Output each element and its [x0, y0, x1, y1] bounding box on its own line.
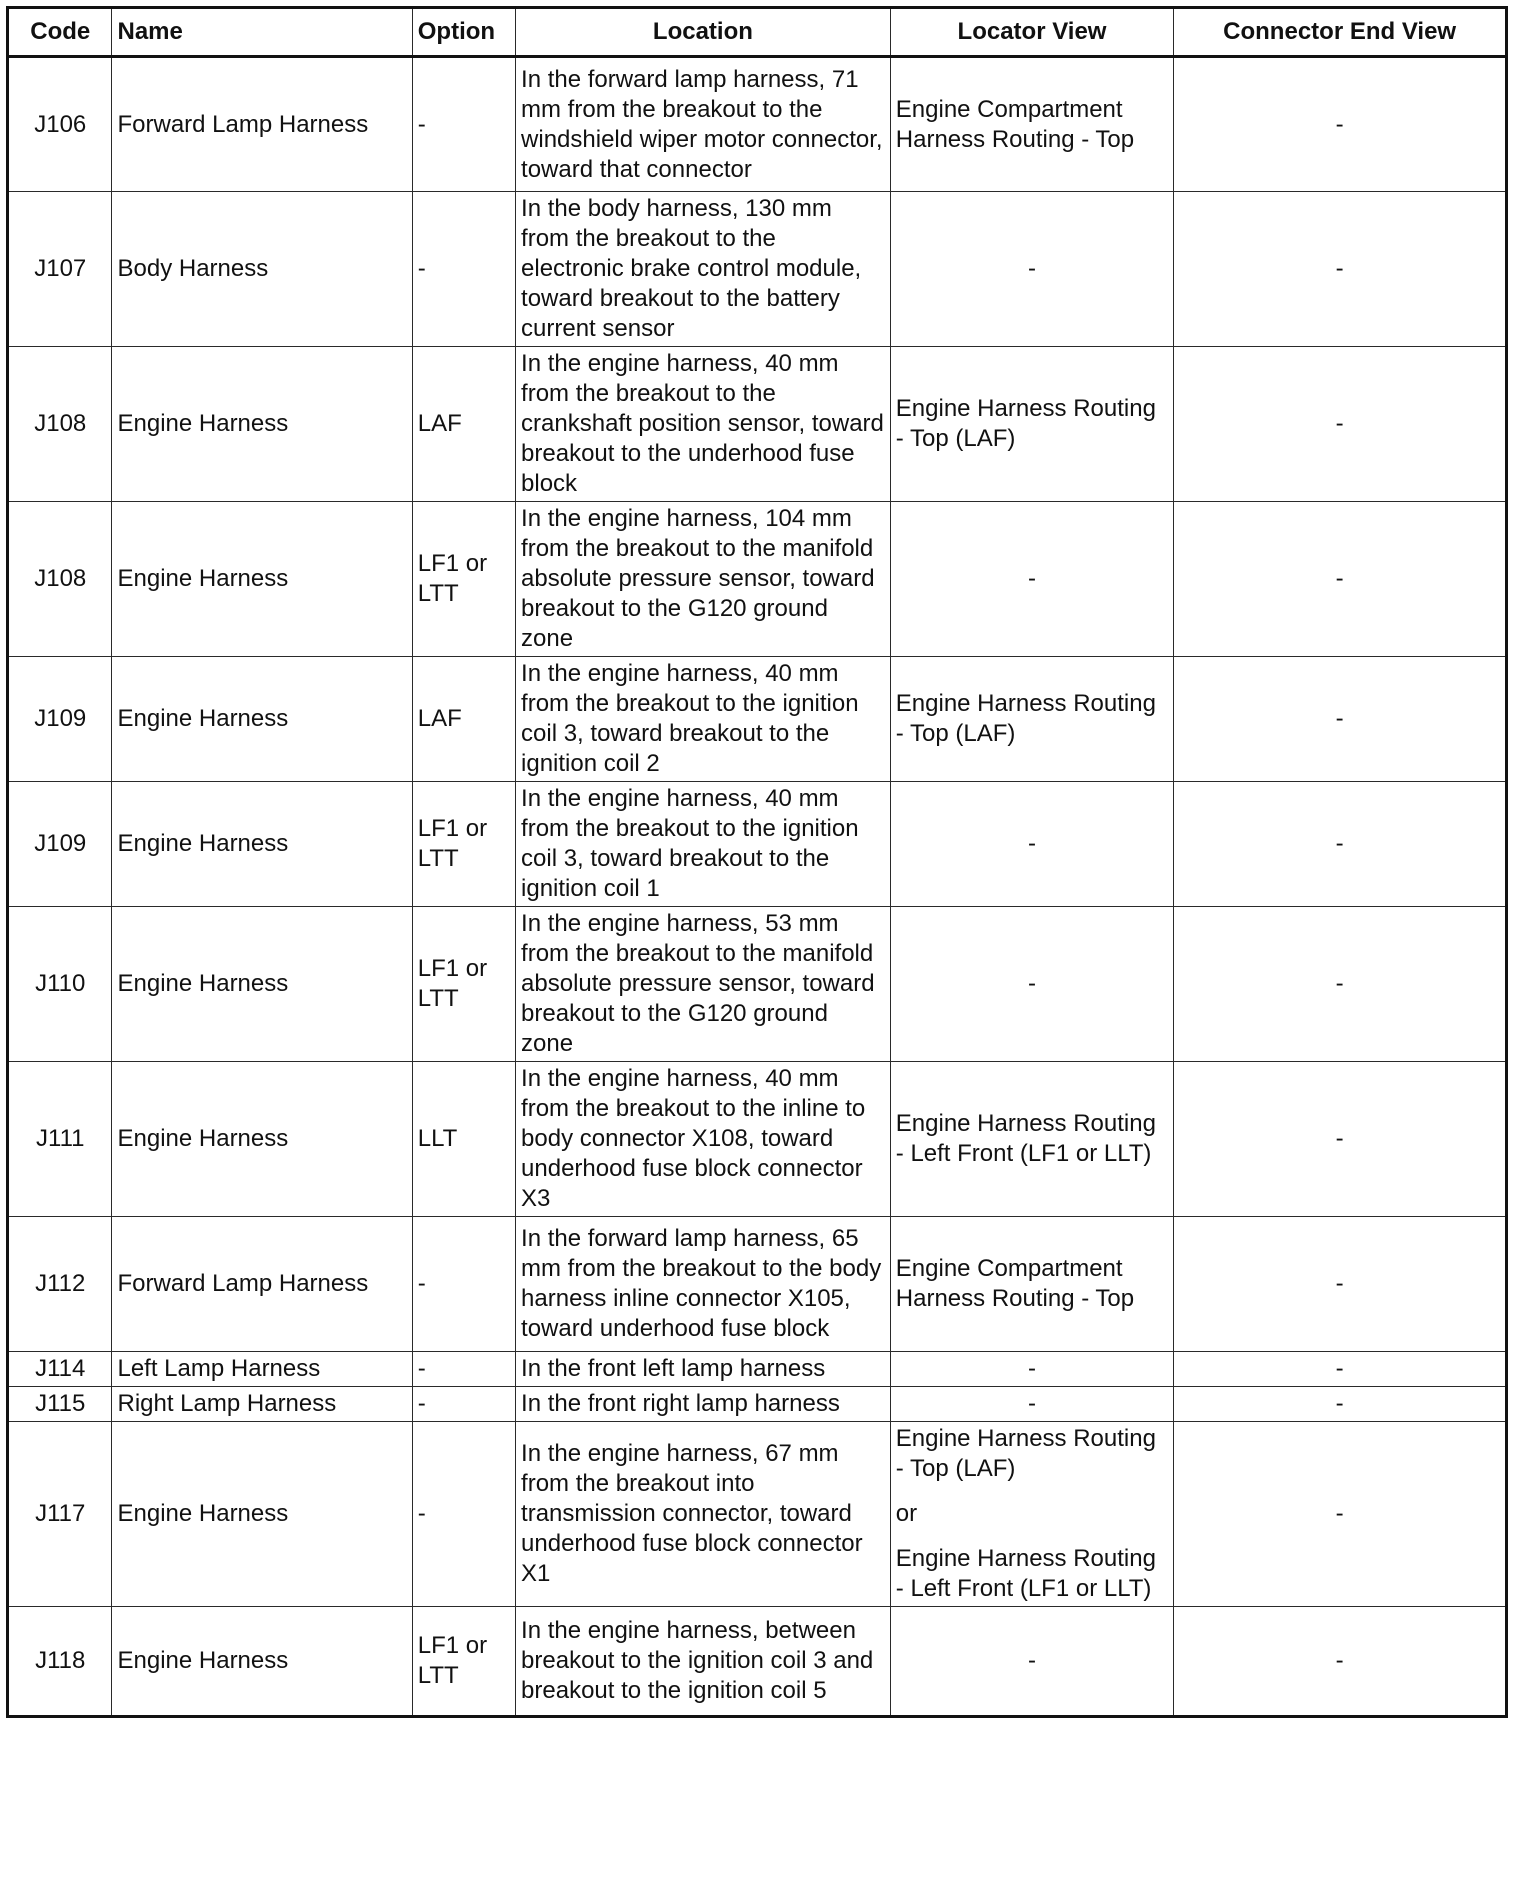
cell-locator-view: -	[890, 907, 1173, 1062]
cell-name: Engine Harness	[112, 782, 412, 907]
cell-name: Right Lamp Harness	[112, 1387, 412, 1422]
header-code: Code	[8, 8, 112, 57]
cell-location: In the forward lamp harness, 65 mm from the breakout to the body harness inline connector X105, toward underhood fuse block	[516, 1217, 891, 1352]
cell-code: J108	[8, 502, 112, 657]
cell-location: In the engine harness, 67 mm from the breakout into transmission connector, toward underhood fuse block connector X1	[516, 1422, 891, 1607]
cell-option: -	[412, 192, 515, 347]
cell-option: LAF	[412, 657, 515, 782]
cell-name: Engine Harness	[112, 1062, 412, 1217]
cell-option: LF1 or LTT	[412, 782, 515, 907]
cell-connector-end-view: -	[1174, 192, 1507, 347]
cell-location: In the engine harness, 40 mm from the breakout to the crankshaft position sensor, toward breakout to the underhood fuse block	[516, 347, 891, 502]
splice-table-page	[6, 6, 1508, 1718]
cell-code: J111	[8, 1062, 112, 1217]
table-row	[8, 1217, 1507, 1352]
header-option: Option	[412, 8, 515, 57]
cell-connector-end-view: -	[1174, 502, 1507, 657]
cell-code: J115	[8, 1387, 112, 1422]
cell-option: -	[412, 1387, 515, 1422]
cell-locator-view: Engine Harness Routing - Top (LAF)	[890, 657, 1173, 782]
table-row	[8, 502, 1507, 657]
cell-connector-end-view: -	[1174, 1607, 1507, 1717]
table-row	[8, 1352, 1507, 1387]
cell-location: In the engine harness, 40 mm from the breakout to the ignition coil 3, toward breakout to the ignition coil 2	[516, 657, 891, 782]
cell-option: -	[412, 1217, 515, 1352]
cell-option: LF1 or LTT	[412, 1607, 515, 1717]
cell-name: Forward Lamp Harness	[112, 1217, 412, 1352]
locator-view-or-separator: or	[895, 1500, 918, 1527]
cell-name: Engine Harness	[112, 1422, 412, 1607]
cell-locator-view: -	[890, 1352, 1173, 1387]
splice-table	[6, 6, 1508, 1718]
cell-name: Forward Lamp Harness	[112, 57, 412, 192]
cell-locator-view: Engine Compartment Harness Routing - Top	[890, 1217, 1173, 1352]
cell-connector-end-view: -	[1174, 1062, 1507, 1217]
cell-locator-view: -	[890, 502, 1173, 657]
cell-code: J108	[8, 347, 112, 502]
cell-option: -	[412, 1352, 515, 1387]
cell-code: J114	[8, 1352, 112, 1387]
cell-option: LAF	[412, 347, 515, 502]
header-connector-end-view: Connector End View	[1174, 8, 1507, 57]
cell-option: LLT	[412, 1062, 515, 1217]
table-header	[8, 8, 1507, 57]
cell-connector-end-view: -	[1174, 907, 1507, 1062]
cell-location: In the forward lamp harness, 71 mm from the breakout to the windshield wiper motor connector, toward that connector	[516, 57, 891, 192]
cell-connector-end-view: -	[1174, 1217, 1507, 1352]
cell-name: Engine Harness	[112, 907, 412, 1062]
cell-code: J112	[8, 1217, 112, 1352]
cell-option: -	[412, 1422, 515, 1607]
cell-connector-end-view: -	[1174, 782, 1507, 907]
cell-name: Engine Harness	[112, 657, 412, 782]
locator-view-option-top: Engine Harness Routing - Top (LAF)	[895, 1425, 1156, 1482]
cell-locator-view: -	[890, 1607, 1173, 1717]
cell-code: J109	[8, 782, 112, 907]
table-row	[8, 1387, 1507, 1422]
cell-connector-end-view: -	[1174, 1352, 1507, 1387]
cell-code: J118	[8, 1607, 112, 1717]
cell-location: In the engine harness, 40 mm from the breakout to the inline to body connector X108, toward underhood fuse block connector X3	[516, 1062, 891, 1217]
table-row	[8, 347, 1507, 502]
cell-location: In the engine harness, 104 mm from the breakout to the manifold absolute pressure sensor, toward breakout to the G120 ground zone	[516, 502, 891, 657]
cell-location: In the engine harness, 40 mm from the breakout to the ignition coil 3, toward breakout to the ignition coil 1	[516, 782, 891, 907]
cell-location: In the front right lamp harness	[516, 1387, 891, 1422]
cell-locator-view: -	[890, 192, 1173, 347]
cell-locator-view	[890, 1422, 1173, 1607]
header-row	[8, 8, 1507, 57]
cell-code: J110	[8, 907, 112, 1062]
cell-locator-view: -	[890, 1387, 1173, 1422]
cell-name: Engine Harness	[112, 502, 412, 657]
cell-locator-view: -	[890, 782, 1173, 907]
table-row	[8, 192, 1507, 347]
cell-option: LF1 or LTT	[412, 502, 515, 657]
cell-name: Left Lamp Harness	[112, 1352, 412, 1387]
header-location: Location	[516, 8, 891, 57]
table-row	[8, 1422, 1507, 1607]
cell-connector-end-view: -	[1174, 657, 1507, 782]
cell-connector-end-view: -	[1174, 1387, 1507, 1422]
cell-code: J106	[8, 57, 112, 192]
header-name: Name	[112, 8, 412, 57]
cell-code: J117	[8, 1422, 112, 1607]
cell-connector-end-view: -	[1174, 1422, 1507, 1607]
cell-locator-view: Engine Harness Routing - Top (LAF)	[890, 347, 1173, 502]
cell-locator-view: Engine Harness Routing - Left Front (LF1 or LLT)	[890, 1062, 1173, 1217]
cell-option: -	[412, 57, 515, 192]
table-row	[8, 657, 1507, 782]
cell-option: LF1 or LTT	[412, 907, 515, 1062]
cell-connector-end-view: -	[1174, 57, 1507, 192]
cell-location: In the engine harness, between breakout to the ignition coil 3 and breakout to the ignition coil 5	[516, 1607, 891, 1717]
cell-name: Body Harness	[112, 192, 412, 347]
cell-location: In the engine harness, 53 mm from the breakout to the manifold absolute pressure sensor, toward breakout to the G120 ground zone	[516, 907, 891, 1062]
locator-view-option-left-front: Engine Harness Routing - Left Front (LF1 or LLT)	[895, 1545, 1156, 1602]
table-row	[8, 1607, 1507, 1717]
cell-location: In the front left lamp harness	[516, 1352, 891, 1387]
table-body	[8, 57, 1507, 1717]
cell-locator-view: Engine Compartment Harness Routing - Top	[890, 57, 1173, 192]
cell-name: Engine Harness	[112, 347, 412, 502]
table-row	[8, 782, 1507, 907]
table-row	[8, 57, 1507, 192]
cell-connector-end-view: -	[1174, 347, 1507, 502]
header-locator-view: Locator View	[890, 8, 1173, 57]
cell-code: J109	[8, 657, 112, 782]
cell-name: Engine Harness	[112, 1607, 412, 1717]
table-row	[8, 907, 1507, 1062]
cell-location: In the body harness, 130 mm from the breakout to the electronic brake control module, toward breakout to the battery current sensor	[516, 192, 891, 347]
cell-code: J107	[8, 192, 112, 347]
table-row	[8, 1062, 1507, 1217]
